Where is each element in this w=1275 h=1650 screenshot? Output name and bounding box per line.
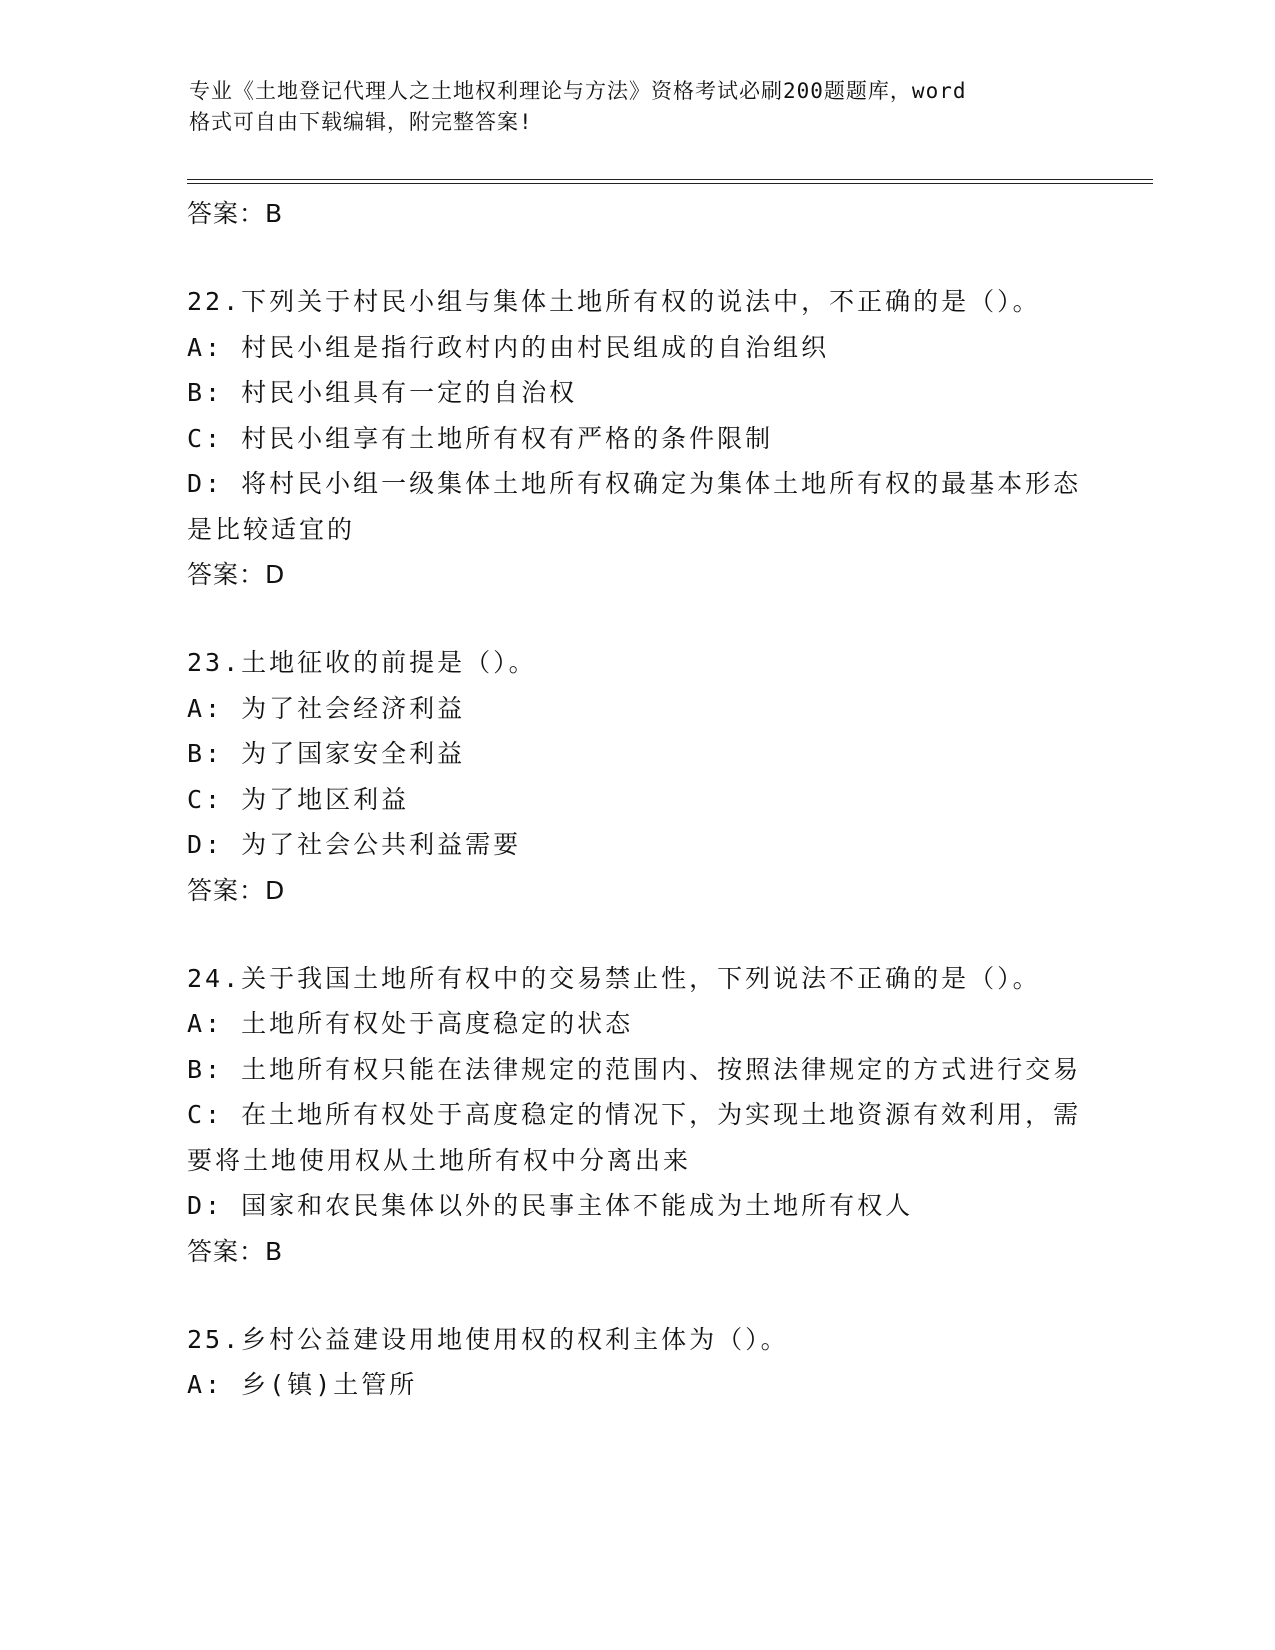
option-a: A: 村民小组是指行政村内的由村民组成的自治组织 xyxy=(187,332,830,362)
answer-label: 答案：D xyxy=(187,560,286,589)
option-b: B: 土地所有权只能在法律规定的范围内、按照法律规定的方式进行交易 xyxy=(187,1054,1082,1084)
question-text: 25.乡村公益建设用地使用权的权利主体为（）。 xyxy=(187,1324,789,1354)
question-23 xyxy=(187,640,1087,910)
option-b: B: 为了国家安全利益 xyxy=(187,739,466,768)
option-c: C: 为了地区利益 xyxy=(187,784,410,814)
question-22 xyxy=(187,279,1087,594)
question-text: 22.下列关于村民小组与集体土地所有权的说法中，不正确的是（）。 xyxy=(187,287,1041,316)
option-d: D: 将村民小组一级集体土地所有权确定为集体土地所有权的最基本形态是比较适宜的 xyxy=(187,469,1082,544)
question-list xyxy=(187,191,1087,1408)
question-text: 23.土地征收的前提是（）。 xyxy=(187,648,537,677)
option-a: A: 土地所有权处于高度稳定的状态 xyxy=(187,1009,634,1038)
option-d: D: 国家和农民集体以外的民事主体不能成为土地所有权人 xyxy=(187,1191,914,1220)
question-25 xyxy=(187,1317,1087,1408)
answer-label: 答案：B xyxy=(187,199,284,228)
option-a: A: 为了社会经济利益 xyxy=(187,693,466,723)
header-divider-top xyxy=(187,179,1153,180)
answer-label: 答案：B xyxy=(187,1236,284,1266)
header-line-2: 格式可自由下载编辑，附完整答案! xyxy=(189,110,533,134)
document-header xyxy=(189,76,1069,138)
question-24 xyxy=(187,956,1087,1271)
option-c: C: 在土地所有权处于高度稳定的情况下，为实现土地资源有效利用，需要将土地使用权从土地所有权中分离出来 xyxy=(187,1100,1082,1175)
option-a: A: 乡(镇)土管所 xyxy=(187,1370,418,1399)
option-b: B: 村民小组具有一定的自治权 xyxy=(187,378,578,407)
question-text: 24.关于我国土地所有权中的交易禁止性，下列说法不正确的是（）。 xyxy=(187,963,1041,993)
header-divider-bottom xyxy=(187,183,1153,184)
option-c: C: 村民小组享有土地所有权有严格的条件限制 xyxy=(187,423,774,453)
option-d: D: 为了社会公共利益需要 xyxy=(187,830,522,859)
answer-label: 答案：D xyxy=(187,875,286,905)
header-line-1: 专业《土地登记代理人之土地权利理论与方法》资格考试必刷200题题库，word xyxy=(189,79,967,103)
